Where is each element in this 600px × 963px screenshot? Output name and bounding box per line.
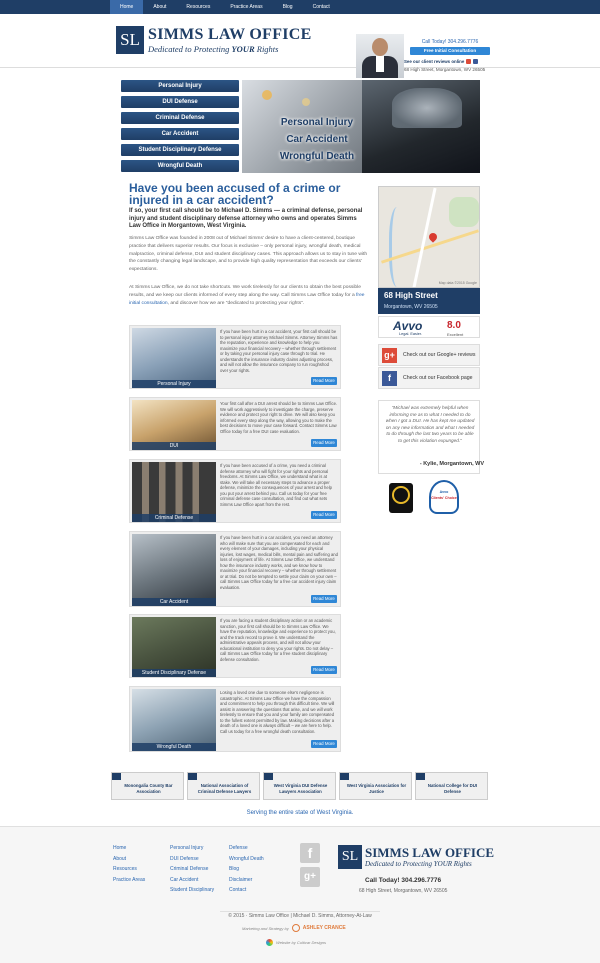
footer-link[interactable]: Disclaimer [229,876,253,883]
practice-card-text: Losing a loved one due to someone else's negligence is catastrophic. At Simms Law Office we have the compassion and commitment to help you through this difficult time. We will assist in answering the questions that arise, and we will work tirelessly to ensure that you and your family are compensated to the fullest extent permitted by law. Making decisions after a death of a loved one is always difficult – we are here to help. Call us today for a free wrongful death consultation. [220,690,335,734]
practice-card-image[interactable] [132,400,216,450]
testimonial-author: - Kylie, Morgantown, WV [419,461,484,467]
site-footer [0,826,600,963]
intro-paragraph: If so, your first call should be to Michael D. Simms — a criminal defense, personal injury and student disciplinary defense attorney who owns and operates Simms Law Office in Morgantown, West Virginia. [129,208,363,229]
footer-divider [220,911,380,912]
footer-call-today[interactable]: Call Today! 304.296.7776 [365,877,442,884]
practice-card-image[interactable] [132,617,216,677]
practice-card [129,325,341,389]
site-header [0,14,600,72]
practice-card-text: If you are facing a student disciplinary action or an academic sanction, your first call should be to Simms Law Office. We have the reputation, knowledge and experience to protect you, and the track record to prove it. We understand the administrative appeals process, and will not allow your educational institution to deny you your rights. Do not delay – call Simms Law Office today for a free student disciplinary defense consultation. [220,618,336,662]
practice-card [129,459,341,523]
hero-light [302,98,310,106]
footer-link[interactable]: Practice Areas [113,876,146,883]
footer-link[interactable]: Blog [229,866,240,872]
attorney-photo [356,34,404,78]
practice-area-button[interactable]: Car Accident [121,128,239,140]
marketing-credit [242,924,346,932]
website-credit [266,939,326,946]
practice-card-caption: Criminal Defense [132,514,216,522]
about-paragraph: Simms Law Office was founded in 2008 out of Michael Simms' desire to have a client-centered, boutique practice that delivers superior results. Our focus is exclusive – only personal injury, wrongful death, medical malpractice, criminal defense, DUI and student disciplinary cases. This approach allows us to stay in tune with the constantly changing legal landscape, and to provide high quality representation that exceeds our clients' expectations. [129,236,368,273]
practice-card-text: If you have been accused of a crime, you need a criminal defense attorney who will fight for your rights and personal freedoms. At Simms Law Office, we understand what is at stake. We will take all necessary steps to advance a proper defense, minimize the consequences of your arrest and help you put your arrest behind you. Call us today for your free criminal defense case consultation, and find out what sets Simms Law Office apart from the rest. [220,463,332,507]
association-tab [340,773,349,780]
top-nav [0,0,600,14]
practice-area-button[interactable]: DUI Defense [121,96,239,108]
tagline-em: YOUR [231,44,255,54]
page-heading: Have you been accused of a crime or injured in a car accident? [129,181,341,207]
practice-card-caption: Car Accident [132,598,216,606]
tagline-post: Rights [254,44,279,54]
office-map[interactable] [378,186,480,288]
practice-card [129,686,341,752]
hero-light [262,90,272,100]
association-name: National Association of Criminal Defense Lawyers [197,783,252,794]
association-tab [416,773,425,780]
practice-card-text: If you have been hurt in a car accident, you need an attorney who will make sure that you are compensated for each and every element of your damages, including your physical injuries, lost wages, medical bills, mental pain and suffering and loss of enjoyment of life. At Simms Law Office, we understand how the insurance industry works, and we know how to maximize your financial recovery – whether through settlement or at trial. Do not be tempted to settle your claim on your own – call Simms Law Office today for a free car accident injury claim evaluation. [220,535,338,590]
facebook-icon: f [382,371,397,386]
address-city: Morgantown, WV 26505 [384,304,438,310]
office-address-box [378,288,480,314]
nav-item-contact[interactable]: Contact [312,4,330,10]
hero-text [242,114,392,165]
facebook-page-button[interactable] [378,367,480,389]
map-park [449,197,479,227]
footer-link[interactable]: Criminal Defense [170,866,209,872]
logo-title[interactable]: SIMMS LAW OFFICE [148,26,312,43]
avvo-score: 8.0 [447,320,461,331]
free-consultation-link[interactable]: free initial consultation [129,292,365,306]
marketing-logo[interactable]: ASHLEY CRANCE [302,925,346,931]
practice-card-caption: Wrongful Death [132,743,216,751]
read-more-button[interactable]: Read More [311,595,337,603]
tagline-pre: Dedicated to Protecting [148,44,232,54]
photo-shirt [376,56,384,72]
read-more-button[interactable]: Read More [311,511,337,519]
read-more-button[interactable]: Read More [311,439,337,447]
marketing-by-label: Marketing and Strategy by [242,925,289,931]
marketing-logo-icon [292,924,300,932]
facebook-page-label: Check out our Facebook page [403,375,473,381]
para2-post: , and discover how we are "dedicated to protecting your rights". [167,300,305,306]
practice-card-text: If you have been hurt in a car accident, your first call should be to personal injury attorney Michael Simms. Attorney Simms has the reputation, experience and knowledge to help you maximize your financial recovery – whether through settlement or by taking your personal injury case through to trial. He understands the insurance industry claims adjusting process, and will not allow the insurance company to run roughshod over your rights. [220,329,338,373]
avvo-clients-choice-badge [429,480,459,514]
footer-link[interactable]: Car Accident [170,876,199,883]
award-ring [392,486,410,504]
practice-card [129,614,341,678]
footer-link[interactable]: Student Disciplinary [170,887,215,893]
free-consultation-button[interactable]: Free Initial Consultation [410,47,490,55]
association-tab [188,773,197,780]
badge-line: Clients' Choice [431,496,457,500]
footer-link[interactable]: Resources [113,866,137,872]
avvo-rating-badge[interactable] [378,316,480,338]
address-street: 68 High Street [384,291,438,300]
hero-windshield [392,88,462,128]
association-name: Monongalia County Bar Association [124,783,173,794]
nav-item-resources[interactable]: Resources [186,4,211,10]
footer-nav-main [113,843,145,885]
practice-card-image[interactable] [132,534,216,606]
footer-link[interactable]: Contact [229,887,247,893]
practice-card-image[interactable] [132,328,216,388]
avvo-score-label: Excellent [447,332,464,337]
copyright: © 2015 · Simms Law Office | Michael D. Simms, Attorney-At-Law [228,913,372,919]
avvo-tagline: Legal. Easier. [399,332,423,336]
map-river [389,207,409,287]
hero-line: Car Accident [286,134,348,145]
google-plus-icon[interactable] [466,59,471,64]
read-more-button[interactable]: Read More [311,740,337,748]
footer-link[interactable]: DUI Defense [170,855,199,862]
footer-logo-mark[interactable]: SL [338,845,362,869]
google-plus-icon: g+ [382,348,397,363]
practice-card-image[interactable] [132,689,216,751]
facebook-icon[interactable] [473,59,478,64]
badge-line: Avvo [439,490,449,494]
footer-logo-title[interactable]: SIMMS LAW OFFICE [365,845,495,860]
logo-mark[interactable]: SL [116,26,144,54]
client-reviews-line [404,59,478,64]
practice-card-caption: Student Disciplinary Defense [132,669,216,677]
nav-item-about[interactable]: About [153,4,167,10]
practice-area-button[interactable]: Criminal Defense [121,112,239,124]
top-nav-items [110,0,340,14]
nav-item-blog[interactable]: Blog [282,4,293,10]
association-badge[interactable] [263,772,336,800]
cultivar-logo-icon [266,939,273,946]
map-attribution: Map data ©2015 Google [438,281,477,285]
practice-area-button[interactable]: Personal Injury [121,80,239,92]
practice-card [129,397,341,451]
footer-address: 68 High Street, Morgantown, WV 26505 [359,888,448,894]
practice-area-button[interactable]: Student Disciplinary Defense [121,144,239,156]
practice-card [129,531,341,607]
footer-google-plus-icon[interactable]: g+ [300,867,320,887]
association-badge[interactable] [111,772,184,800]
practice-card-caption: Personal Injury [132,380,216,388]
google-reviews-label: Check out our Google+ reviews [403,352,476,358]
association-badge[interactable] [339,772,412,800]
footer-link[interactable]: Wrongful Death [229,855,264,862]
read-more-button[interactable]: Read More [311,666,337,674]
footer-logo-tagline: Dedicated to Protecting YOUR Rights [365,860,472,868]
para2-pre: At Simms Law Office, we do not take shortcuts. We work tirelessly for our clients to obtain the best possible results, and we keep our clients informed of every step along the way. Call Simms Law Office today for a [129,285,361,298]
google-reviews-button[interactable] [378,344,480,366]
header-call-today[interactable]: Call Today! 304.296.7776 [421,39,479,45]
footer-nav-more [229,843,264,896]
practice-card-text: Your first call after a DUI arrest should be to Simms Law Office. We will work aggressively to investigate the charge, preserve evidence and protect your right to drive. We will also keep you informed every step along the way, allowing you to make the best decisions to move your case forward. Contact Simms Law Office today for a free DUI case evaluation. [220,401,338,434]
reviews-text: See our client reviews online [404,59,465,64]
nav-item-home[interactable]: Home [110,0,143,14]
logo-tagline [148,44,278,54]
associations-row [111,772,489,802]
serving-statement: Serving the entire state of West Virginia. [246,810,354,816]
practice-area-button[interactable]: Wrongful Death [121,160,239,172]
association-tab [112,773,121,780]
practice-area-menu [121,80,239,176]
footer-link[interactable]: Personal Injury [170,845,204,851]
website-by-label[interactable]: Website by Cultivar Designs [276,940,326,945]
footer-link[interactable]: About [113,855,127,862]
footer-link[interactable]: Home [113,845,127,851]
association-tab [264,773,273,780]
hero-banner [242,80,480,173]
hero-line: Wrongful Death [279,151,355,162]
association-badge[interactable] [415,772,488,800]
footer-nav-practice [170,843,214,896]
practice-card-caption: DUI [132,442,216,450]
nav-item-practice-areas[interactable]: Practice Areas [230,4,263,10]
association-name: National College for DUI Defense [427,783,478,794]
hero-line: Personal Injury [280,117,354,128]
read-more-button[interactable]: Read More [311,377,337,385]
avvo-logo: Avvo [393,319,423,333]
map-pin-icon[interactable] [427,231,438,242]
association-name: West Virginia DUI Defense Lawyers Association [273,783,328,794]
consult-paragraph [129,284,369,307]
header-address: 68 High Street, Morgantown, WV 26505 [404,67,486,72]
photo-head [372,38,388,56]
footer-link[interactable]: Defense [229,845,248,851]
testimonial-quote: "Michael was extremely helpful when informing me as to what I needed to do when I got a DUI. He has kept me updated on any new information and what I needed to do through the last two years to be able to get this violation expunged." [385,405,475,443]
association-name: West Virginia Association for Justice [346,783,407,794]
footer-facebook-icon[interactable]: f [300,843,320,863]
association-badge[interactable] [187,772,260,800]
practice-card-image[interactable] [132,462,216,522]
award-badge [389,483,413,513]
